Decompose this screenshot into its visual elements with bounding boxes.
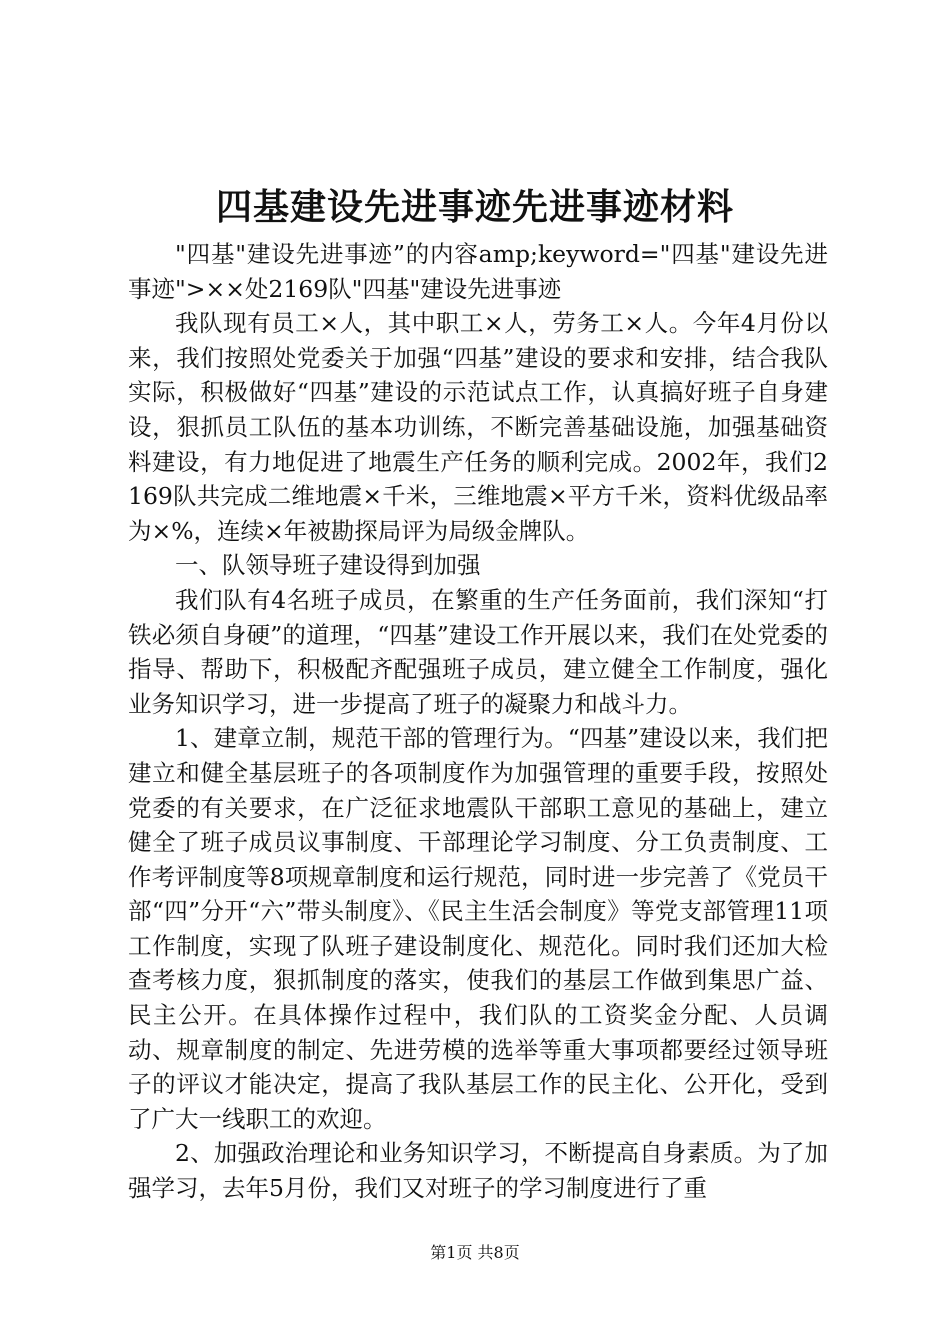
section-heading-1: 一、队领导班子建设得到加强: [175, 551, 481, 580]
section-1-paragraph: 我们队有4名班子成员，在繁重的生产任务面前，我们深知“打铁必须自身硬”的道理，“四基”建设工作开展以来，我们在处党委的指导、帮助下，积极配齐配强班子成员，建立健全工作制度，强化业务知识学习，进一步提高了班子的凝聚力和战斗力。: [128, 585, 828, 718]
subsection-1-paragraph: 1、建章立制，规范干部的管理行为。“四基”建设以来，我们把建立和健全基层班子的各项制度作为加强管理的重要手段，按照处党委的有关要求，在广泛征求地震队干部职工意见的基础上，建立健全了班子成员议事制度、干部理论学习制度、分工负责制度、工作考评制度等8项规章制度和运行规范，同时进一步完善了《党员干部“四”分开“六”带头制度》、《民主生活会制度》等党支部管理11项工作制度，实现了队班子建设制度化、规范化。同时我们还加大检查考核力度，狠抓制度的落实，使我们的基层工作做到集思广益、民主公开。在具体操作过程中，我们队的工资奖金分配、人员调动、规章制度的制定、先进劳模的选举等重大事项都要经过领导班子的评议才能决定，提高了我队基层工作的民主化、公开化，受到了广大一线职工的欢迎。: [128, 724, 828, 1133]
overview-paragraph: 我队现有员工×人，其中职工×人，劳务工×人。今年4月份以来，我们按照处党委关于加强“四基”建设的要求和安排，结合我队实际，积极做好“四基”建设的示范试点工作，认真搞好班子自身建设，狠抓员工队伍的基本功训练，不断完善基础设施，加强基础资料建设，有力地促进了地震生产任务的顺利完成。2002年，我们2169队共完成二维地震×千米，三维地震×平方千米，资料优级品率为×%，连续×年被勘探局评为局级金牌队。: [128, 309, 828, 545]
subsection-2-paragraph: 2、加强政治理论和业务知识学习，不断提高自身素质。为了加强学习，去年5月份，我们又对班子的学习制度进行了重: [128, 1139, 828, 1203]
page-footer: 第1页 共8页: [430, 1243, 520, 1262]
intro-paragraph: "四基"建设先进事迹”的内容amp;keyword="四基"建设先进事迹">××处2169队"四基"建设先进事迹: [128, 240, 828, 303]
document-title: 四基建设先进事迹先进事迹材料: [215, 186, 734, 228]
document-body: [128, 237, 828, 1206]
